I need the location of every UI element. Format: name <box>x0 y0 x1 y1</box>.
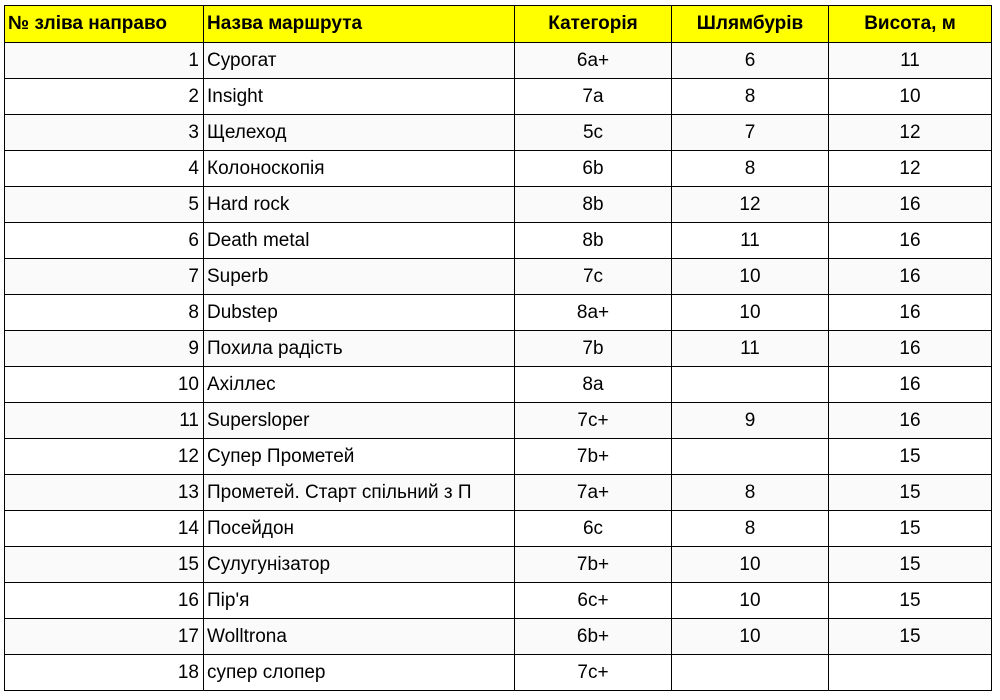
cell-number[interactable]: 18 <box>5 655 204 691</box>
cell-height[interactable] <box>829 655 992 691</box>
cell-category[interactable]: 7b+ <box>515 547 672 583</box>
cell-bolts[interactable]: 8 <box>672 79 829 115</box>
table-row <box>5 259 992 295</box>
cell-category[interactable]: 8b <box>515 187 672 223</box>
cell-route-name[interactable]: Wolltrona <box>204 619 515 655</box>
cell-route-name[interactable]: Dubstep <box>204 295 515 331</box>
cell-route-name[interactable]: Сулугунізатор <box>204 547 515 583</box>
table-row <box>5 331 992 367</box>
cell-category[interactable]: 7a <box>515 79 672 115</box>
cell-bolts[interactable]: 10 <box>672 583 829 619</box>
cell-route-name[interactable]: Пір'я <box>204 583 515 619</box>
cell-route-name[interactable]: Supersloper <box>204 403 515 439</box>
cell-number[interactable]: 17 <box>5 619 204 655</box>
cell-number[interactable]: 5 <box>5 187 204 223</box>
cell-bolts[interactable]: 8 <box>672 151 829 187</box>
cell-category[interactable]: 6c+ <box>515 583 672 619</box>
cell-height[interactable]: 15 <box>829 475 992 511</box>
table-row <box>5 79 992 115</box>
cell-height[interactable]: 16 <box>829 331 992 367</box>
cell-route-name[interactable]: супер слопер <box>204 655 515 691</box>
header-cell-height[interactable]: Висота, м <box>829 6 992 43</box>
cell-height[interactable]: 15 <box>829 583 992 619</box>
header-cell-route-name[interactable]: Назва маршрута <box>204 6 515 43</box>
cell-bolts[interactable] <box>672 655 829 691</box>
cell-height[interactable]: 16 <box>829 403 992 439</box>
cell-route-name[interactable]: Похила радість <box>204 331 515 367</box>
cell-number[interactable]: 11 <box>5 403 204 439</box>
cell-number[interactable]: 3 <box>5 115 204 151</box>
cell-bolts[interactable] <box>672 439 829 475</box>
cell-bolts[interactable]: 8 <box>672 475 829 511</box>
cell-route-name[interactable]: Hard rock <box>204 187 515 223</box>
cell-number[interactable]: 7 <box>5 259 204 295</box>
cell-category[interactable]: 8a+ <box>515 295 672 331</box>
cell-category[interactable]: 6b+ <box>515 619 672 655</box>
cell-bolts[interactable]: 10 <box>672 295 829 331</box>
cell-height[interactable]: 16 <box>829 367 992 403</box>
cell-number[interactable]: 9 <box>5 331 204 367</box>
cell-number[interactable]: 15 <box>5 547 204 583</box>
table-row <box>5 655 992 691</box>
table-row <box>5 367 992 403</box>
cell-category[interactable]: 7b <box>515 331 672 367</box>
cell-bolts[interactable]: 7 <box>672 115 829 151</box>
cell-category[interactable]: 7a+ <box>515 475 672 511</box>
cell-route-name[interactable]: Посейдон <box>204 511 515 547</box>
cell-bolts[interactable] <box>672 367 829 403</box>
cell-category[interactable]: 6c <box>515 511 672 547</box>
cell-category[interactable]: 6a+ <box>515 43 672 79</box>
cell-bolts[interactable]: 6 <box>672 43 829 79</box>
cell-route-name[interactable]: Death metal <box>204 223 515 259</box>
table-row <box>5 115 992 151</box>
cell-number[interactable]: 6 <box>5 223 204 259</box>
table-body <box>5 43 992 691</box>
cell-route-name[interactable]: Прометей. Старт спільний з П <box>204 475 515 511</box>
header-cell-category[interactable]: Категорія <box>515 6 672 43</box>
cell-bolts[interactable]: 10 <box>672 259 829 295</box>
table-row <box>5 439 992 475</box>
cell-number[interactable]: 1 <box>5 43 204 79</box>
cell-number[interactable]: 8 <box>5 295 204 331</box>
cell-category[interactable]: 8b <box>515 223 672 259</box>
table-row <box>5 187 992 223</box>
cell-height[interactable]: 16 <box>829 223 992 259</box>
cell-bolts[interactable]: 10 <box>672 547 829 583</box>
routes-table <box>4 5 992 691</box>
table-row <box>5 295 992 331</box>
table-row <box>5 151 992 187</box>
cell-height[interactable]: 12 <box>829 151 992 187</box>
cell-category[interactable]: 7c+ <box>515 655 672 691</box>
cell-height[interactable]: 11 <box>829 43 992 79</box>
cell-number[interactable]: 2 <box>5 79 204 115</box>
table-row <box>5 511 992 547</box>
spreadsheet <box>4 5 991 691</box>
header-row <box>5 6 992 43</box>
cell-bolts[interactable]: 11 <box>672 331 829 367</box>
cell-height[interactable]: 15 <box>829 439 992 475</box>
cell-height[interactable]: 16 <box>829 187 992 223</box>
table-row <box>5 475 992 511</box>
cell-height[interactable]: 15 <box>829 547 992 583</box>
cell-route-name[interactable]: Сурогат <box>204 43 515 79</box>
cell-route-name[interactable]: Insight <box>204 79 515 115</box>
table-row <box>5 223 992 259</box>
table-row <box>5 403 992 439</box>
cell-route-name[interactable]: Колоноскопія <box>204 151 515 187</box>
header-cell-number[interactable]: № зліва направо <box>5 6 204 43</box>
cell-category[interactable]: 5c <box>515 115 672 151</box>
cell-bolts[interactable]: 12 <box>672 187 829 223</box>
cell-bolts[interactable]: 8 <box>672 511 829 547</box>
table-row <box>5 583 992 619</box>
cell-number[interactable]: 12 <box>5 439 204 475</box>
table-row <box>5 619 992 655</box>
cell-height[interactable]: 15 <box>829 511 992 547</box>
cell-route-name[interactable]: Superb <box>204 259 515 295</box>
cell-height[interactable]: 10 <box>829 79 992 115</box>
table-header <box>5 6 992 43</box>
cell-category[interactable]: 7b+ <box>515 439 672 475</box>
cell-category[interactable]: 6b <box>515 151 672 187</box>
cell-route-name[interactable]: Щелеход <box>204 115 515 151</box>
cell-number[interactable]: 16 <box>5 583 204 619</box>
cell-category[interactable]: 7c <box>515 259 672 295</box>
cell-height[interactable]: 15 <box>829 619 992 655</box>
table-row <box>5 547 992 583</box>
cell-bolts[interactable]: 9 <box>672 403 829 439</box>
cell-number[interactable]: 4 <box>5 151 204 187</box>
cell-number[interactable]: 10 <box>5 367 204 403</box>
table-row <box>5 43 992 79</box>
header-cell-bolts[interactable]: Шлямбурів <box>672 6 829 43</box>
cell-route-name[interactable]: Супер Прометей <box>204 439 515 475</box>
cell-category[interactable]: 7c+ <box>515 403 672 439</box>
cell-number[interactable]: 14 <box>5 511 204 547</box>
cell-height[interactable]: 12 <box>829 115 992 151</box>
cell-bolts[interactable]: 11 <box>672 223 829 259</box>
cell-number[interactable]: 13 <box>5 475 204 511</box>
cell-height[interactable]: 16 <box>829 259 992 295</box>
cell-route-name[interactable]: Ахіллес <box>204 367 515 403</box>
cell-category[interactable]: 8a <box>515 367 672 403</box>
cell-height[interactable]: 16 <box>829 295 992 331</box>
cell-bolts[interactable]: 10 <box>672 619 829 655</box>
